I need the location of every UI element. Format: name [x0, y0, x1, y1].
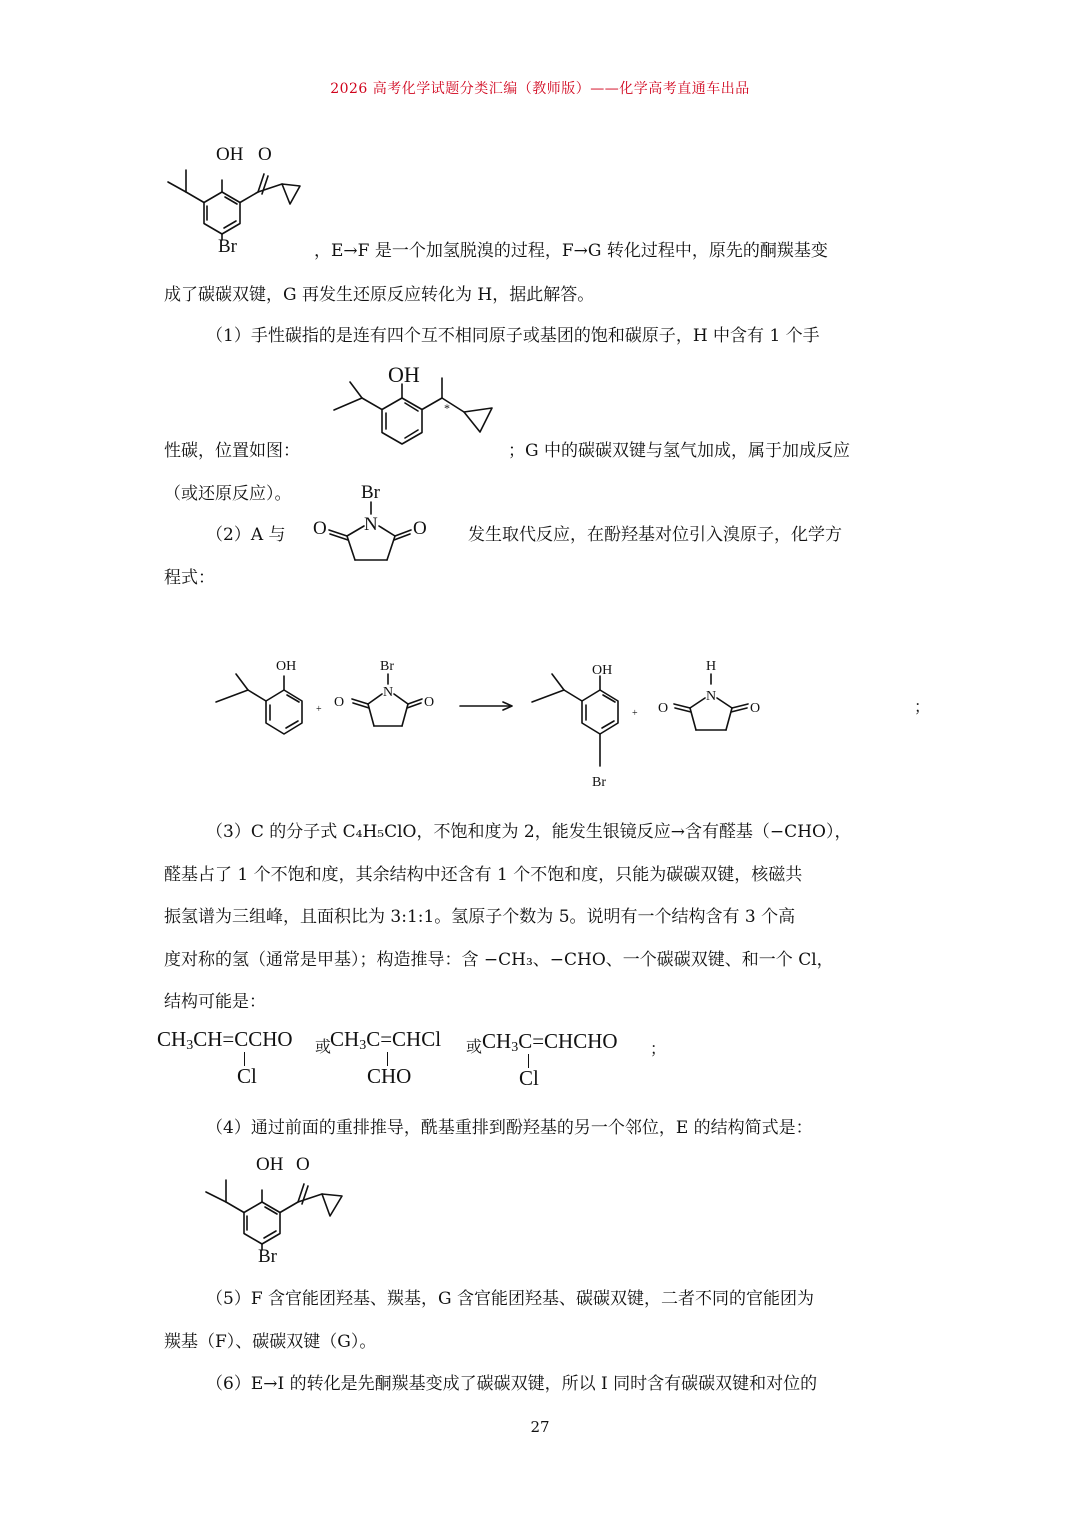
o-label: O	[258, 144, 272, 165]
semicolon: ；	[914, 699, 931, 716]
structure-chiral-h	[320, 360, 510, 470]
formula-1: $CH_3CH=CCHO$	[157, 1027, 293, 1053]
chiral-star: *	[444, 401, 450, 415]
or-1: 或	[315, 1037, 332, 1056]
n-label: N	[383, 685, 394, 700]
reaction-equation	[200, 650, 940, 795]
br-label: Br	[258, 1246, 277, 1267]
q3-line-1: （3）C 的分子式 C₄H₅ClO，不饱和度为 2，能发生银镜反应→含有醛基（−CHO），	[206, 822, 852, 842]
page-header: 2026 高考化学试题分类汇编（教师版）——化学高考直通车出品	[330, 81, 750, 97]
q1-line-3: （或还原反应）。	[164, 484, 292, 504]
oh-label: OH	[592, 663, 613, 678]
q3-line-2: 醛基占了 1 个不饱和度，其余结构中还含有 1 个不饱和度，只能为碳碳双键，核磁共	[164, 865, 803, 885]
br-label: Br	[361, 482, 380, 503]
formula-3-cl: Cl	[519, 1066, 539, 1090]
structure-nbs	[305, 478, 440, 573]
q2-line-2: 程式：	[164, 568, 215, 588]
o-label: O	[413, 518, 427, 539]
o-label: O	[296, 1154, 310, 1175]
q3-line-3: 振氢谱为三组峰，且面积比为 3:1:1。氢原子个数为 5。说明有一个结构含有 3 个高	[164, 907, 796, 927]
oh-label: OH	[256, 1154, 284, 1175]
plus-sign: +	[316, 704, 322, 715]
plus-sign: +	[632, 708, 638, 719]
oh-label: OH	[276, 659, 297, 674]
formula-2: $CH_3C=CHCl$	[330, 1027, 442, 1053]
o-label: O	[334, 695, 345, 710]
formula-1-cl: Cl	[237, 1064, 257, 1088]
q3-line-5: 结构可能是：	[164, 992, 266, 1012]
oh-label: OH	[216, 144, 244, 165]
intro-line-1: ，E→F 是一个加氢脱溴的过程，F→G 转化过程中，原先的酮羰基变	[314, 241, 828, 261]
oh-label: OH	[388, 362, 420, 387]
page-number: 27	[530, 1418, 550, 1436]
formula-3: $CH_3C=CHCHO$	[482, 1029, 618, 1055]
n-label: N	[364, 514, 378, 535]
structure-e	[190, 1150, 360, 1270]
q2-pre: （2）A 与	[206, 525, 286, 545]
o-label: O	[313, 518, 327, 539]
q3-line-4: 度对称的氢（通常是甲基）；构造推导：含 −CH₃、−CHO、一个碳碳双键、和一个 Cl，	[164, 950, 834, 970]
o-label: O	[750, 701, 761, 716]
semicolon: ；	[650, 1039, 667, 1058]
q1-line-2a: 性碳，位置如图：	[164, 441, 300, 461]
intro-line-2: 成了碳碳双键，G 再发生还原反应转化为 H，据此解答。	[164, 285, 595, 305]
formula-2-cho: CHO	[367, 1064, 412, 1088]
br-label: Br	[380, 659, 394, 674]
structure-bromo-ketone	[150, 140, 320, 260]
or-2: 或	[466, 1037, 483, 1056]
q2-post: 发生取代反应，在酚羟基对位引入溴原子，化学方	[468, 525, 842, 545]
n-label: N	[706, 689, 717, 704]
q6-line-1: （6）E→I 的转化是先酮羰基变成了碳碳双键，所以 I 同时含有碳碳双键和对位的	[206, 1374, 818, 1394]
q5-line-1: （5）F 含官能团羟基、羰基，G 含官能团羟基、碳碳双键，二者不同的官能团为	[206, 1289, 814, 1309]
q1-line-2b: ；G 中的碳碳双键与氢气加成，属于加成反应	[508, 441, 850, 461]
br-label: Br	[218, 236, 237, 257]
o-label: O	[424, 695, 435, 710]
br-label: Br	[592, 775, 606, 790]
q1-line-1: （1）手性碳指的是连有四个互不相同原子或基团的饱和碳原子，H 中含有 1 个手	[206, 326, 820, 346]
q4-line-1: （4）通过前面的重排推导，酰基重排到酚羟基的另一个邻位，E 的结构简式是：	[206, 1118, 813, 1138]
o-label: O	[658, 701, 669, 716]
q5-line-2: 羰基（F）、碳碳双键（G）。	[164, 1332, 377, 1352]
h-label: H	[706, 659, 717, 674]
